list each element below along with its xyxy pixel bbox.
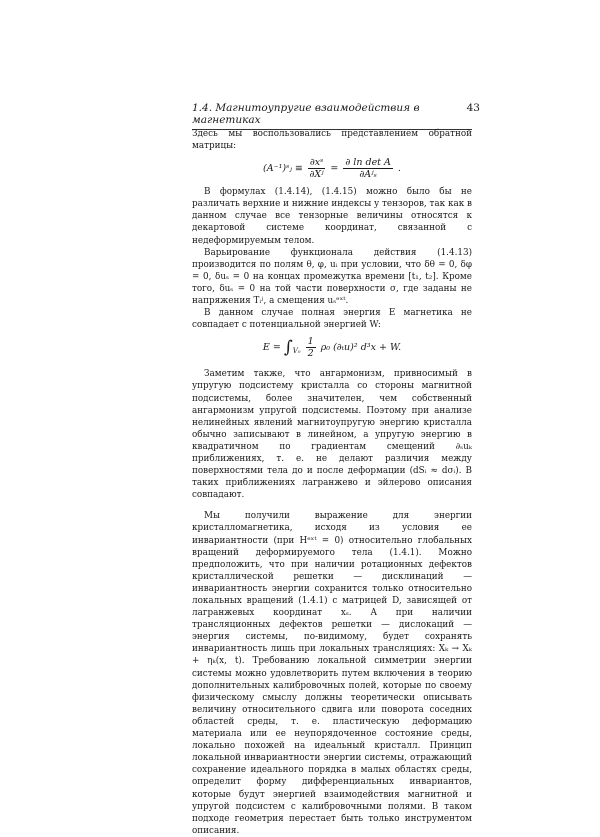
fraction-1-numerator: ∂xˢ xyxy=(309,157,324,169)
formula-2-lhs: E = xyxy=(262,342,281,354)
integral-sign: ∫ xyxy=(283,337,293,358)
running-header xyxy=(192,102,480,130)
fraction-2-denominator: ∂Aʲₛ xyxy=(359,169,377,181)
formula-1-period: . xyxy=(397,163,401,175)
paragraph-4: В данном случае полная энергия E магнетика не совпадает с потенциальной энергией W: xyxy=(192,308,472,331)
fraction-2-numerator: ∂ ln det A xyxy=(345,157,391,169)
fraction-1 xyxy=(308,157,325,180)
fraction-1-denominator: ∂Xʲ xyxy=(309,169,324,181)
paragraph-2: В формулах (1.4.14), (1.4.15) можно было бы не различать верхние и нижние индексы у тензоров, так как в данном случае все тензорные величины относятся к декартовой системе координат, связанной с недеформируемым телом. xyxy=(192,187,472,246)
page-number: 43 xyxy=(466,102,480,114)
formula-energy xyxy=(192,336,472,359)
integral-limit: V₀ xyxy=(292,347,301,356)
paragraph-5: Заметим также, что ангармонизм, привносимый в упругую подсистему кристалла со стороны магнитной подсистемы, более значителен, чем собственный ангармонизм упругой подсистемы. Поэтому при анализе нелинейных явлений магнитоупругую энергию кристалла обычно записывают в линейном, а упругую энергию в квадратичном по градиентам смещений ∂ₛuₖ приближениях, т. е. не делают различия между поверхностями тела до и после деформации (dSᵢ ≈ dσᵢ). В таких приближениях лагранжево и эйлерово описания совпадают. xyxy=(192,369,472,501)
section-title: 1.4. Магнитоупругие взаимодействия в магнетиках xyxy=(192,102,420,126)
fraction-half xyxy=(306,336,316,359)
formula-1-equals: = xyxy=(330,163,339,175)
formula-2-rhs: ρ₀ (∂ₜu)² d³x + W. xyxy=(320,342,402,354)
body-text xyxy=(192,128,472,837)
fraction-half-denominator: 2 xyxy=(307,348,314,360)
fraction-2 xyxy=(343,157,393,180)
formula-inverse-matrix xyxy=(192,157,472,180)
fraction-half-numerator: 1 xyxy=(307,336,314,348)
paragraph-1: Здесь мы воспользовались представлением обратной матрицы: xyxy=(192,129,472,152)
formula-1-lhs: (A⁻¹)ˢⱼ ≡ xyxy=(263,163,303,175)
paragraph-6: Мы получили выражение для энергии кристалломагнетика, исходя из условия ее инвариантности (при Hᵉˣᵗ = 0) относительно глобальных вращений деформируемого тела (1.4.1). Можно предположить, что при наличии ротационных дефектов кристаллической решетки — дисклинаций — инвариантность энергии сохранится только относительно локальных вращений (1.4.1) с матрицей D, зависящей от лагранжевых координат xₛ. А при наличии трансляционных дефектов решетки — дислокаций — энергия системы, по-видимому, будет сохранять инвариантность лишь при локальных трансляциях: Xₖ → Xₖ + ηₖ(x, t). Требованию локальной симметрии энергии системы можно удовлетворить путем включения в теорию дополнительных калибровочных полей, которые по своему физическому смыслу должны теоретически описывать величину относительного сдвига или поворота соседних областей среды, т. е. пластическую деформацию материала или ее неупорядоченное состояние среды, локально похожей на идеальный кристалл. Принцип локальной инвариантности энергии системы, отражающий сохранение идеального порядка в малых областях среды, определит форму дифференциальных инвариантов, которые будут энергией взаимодействия магнитной и упругой подсистем с калибровочными полями. В таком подходе геометрия перестает быть только инструментом описания. xyxy=(192,511,472,836)
paragraph-3: Варьирование функционала действия (1.4.13) производится по полям θ, φ, uᵢ при условии, что δθ = 0, δφ = 0, δuₛ = 0 на концах промежутка времени [t₁, t₂]. Кроме того, δuₛ = 0 на той части поверхности σ, где заданы не напряжения Tᵢʲ, а смещения uₛᵉˣᵗ. xyxy=(192,247,472,307)
